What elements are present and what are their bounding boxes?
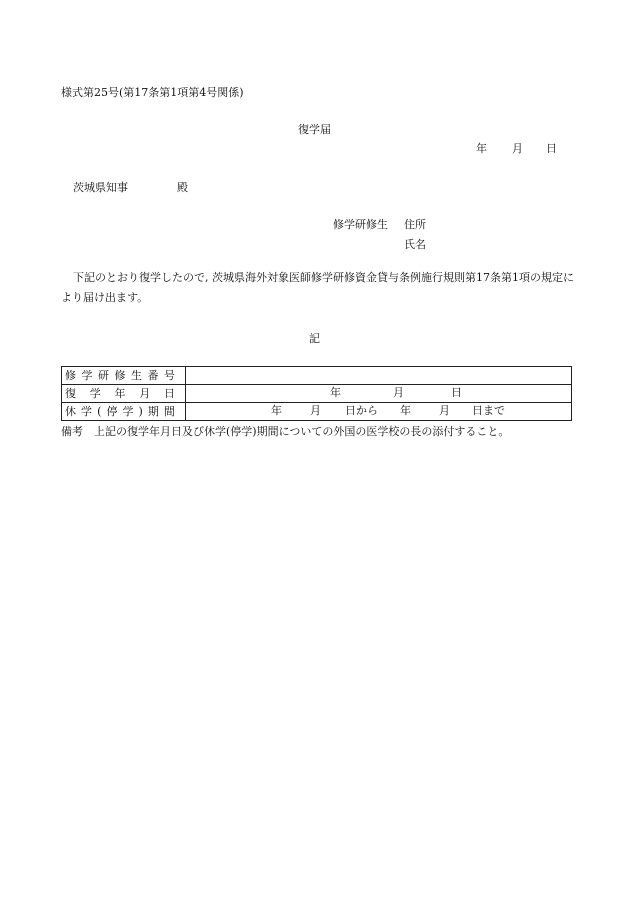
return-month-unit: 月	[393, 386, 404, 399]
label-char: 日	[164, 386, 175, 400]
label-char: 学	[89, 386, 101, 400]
addressee: 茨城県知事	[73, 181, 128, 194]
to-month-unit: 月	[439, 404, 450, 417]
to-year-unit: 年	[400, 404, 411, 417]
address-label: 住所	[404, 218, 426, 231]
from-year-unit: 年	[271, 404, 282, 417]
applicant-role: 修学研修生	[333, 218, 388, 231]
suspension-period-label	[62, 403, 186, 421]
ki-heading: 記	[309, 332, 320, 345]
from-day-unit: 日から	[345, 404, 378, 417]
remarks: 備考 上記の復学年月日及び休学(停学)期間についての外国の医学校の長の添付すること。	[61, 425, 510, 438]
body-text: 下記のとおり復学したので, 茨城県海外対象医師修学研修資金貸与条例施行規則第17条第1項の規定により届け出ます。	[61, 271, 574, 304]
date-month-label: 月	[512, 142, 523, 155]
date-day-label: 日	[546, 142, 557, 155]
label-char: 月	[139, 386, 151, 400]
student-number-field[interactable]	[186, 367, 572, 385]
suspension-period-field[interactable]	[186, 403, 572, 421]
label-char: (	[97, 404, 102, 418]
form-number: 様式第25号(第17条第1項第4号関係)	[61, 86, 244, 99]
return-day-unit: 日	[451, 386, 462, 399]
name-label: 氏名	[404, 238, 426, 251]
addressee-honorific: 殿	[177, 181, 188, 194]
label-char: 号	[164, 368, 175, 382]
return-date-label	[62, 385, 186, 403]
student-number-label	[62, 367, 186, 385]
to-day-unit: 日まで	[472, 404, 505, 417]
return-year-unit: 年	[330, 386, 341, 399]
label-char: 休	[65, 404, 76, 418]
table-row	[62, 403, 572, 421]
label-char: 学	[122, 404, 134, 418]
record-table	[61, 366, 572, 421]
label-char: 修	[65, 368, 76, 382]
label-char: 間	[163, 404, 175, 418]
label-char: 研	[98, 368, 109, 382]
from-month-unit: 月	[310, 404, 321, 417]
label-char: 学	[81, 404, 93, 418]
date-year-label: 年	[476, 142, 487, 155]
table-row	[62, 367, 572, 385]
return-date-field[interactable]	[186, 385, 572, 403]
label-char: )	[138, 404, 143, 418]
label-char: 番	[147, 368, 159, 382]
table-row	[62, 385, 572, 403]
label-char: 復	[65, 386, 76, 400]
label-char: 年	[114, 386, 126, 400]
label-char: 生	[131, 368, 142, 382]
label-char: 停	[106, 404, 118, 418]
label-char: 学	[81, 368, 93, 382]
label-char: 修	[114, 368, 126, 382]
document-title: 復学届	[298, 123, 331, 136]
label-char: 期	[147, 404, 159, 418]
